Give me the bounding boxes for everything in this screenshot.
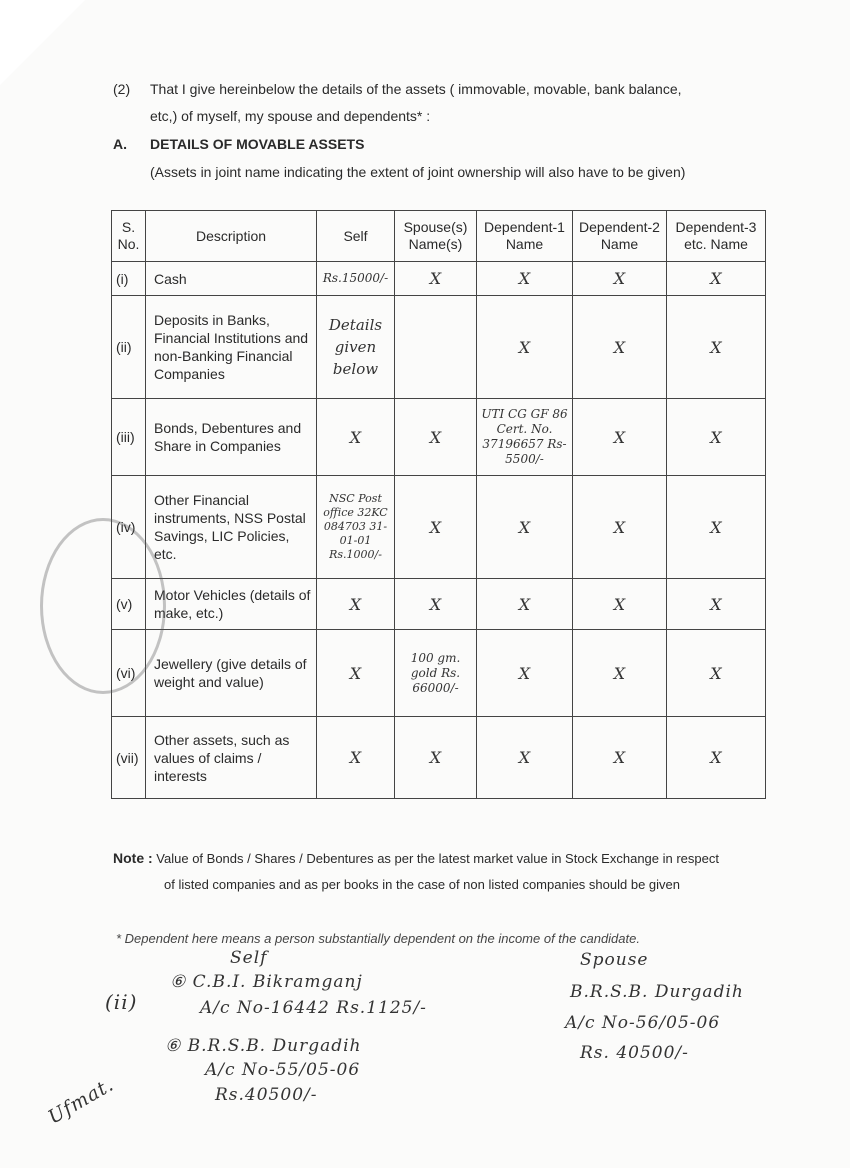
row-dep2: X bbox=[573, 296, 667, 399]
row-self: X bbox=[317, 630, 395, 717]
row-spouse: X bbox=[395, 579, 477, 630]
header-dep2: Dependent-2 Name bbox=[573, 211, 667, 262]
header-description: Description bbox=[146, 211, 317, 262]
hw-spouse-account: B.R.S.B. Durgadih bbox=[570, 982, 744, 1002]
row-sno: (v) bbox=[112, 579, 146, 630]
row-dep2: X bbox=[573, 262, 667, 296]
hw-self-account-2: ⑥ B.R.S.B. Durgadih bbox=[165, 1036, 362, 1056]
row-dep3: X bbox=[667, 262, 766, 296]
hw-spouse-amount: Rs. 40500/- bbox=[580, 1043, 689, 1063]
official-stamp bbox=[40, 518, 166, 694]
row-self: Details given below bbox=[317, 296, 395, 399]
row-dep2: X bbox=[573, 399, 667, 476]
row-self: X bbox=[317, 717, 395, 799]
header-self: Self bbox=[317, 211, 395, 262]
row-dep3: X bbox=[667, 717, 766, 799]
note-text-1: Value of Bonds / Shares / Debentures as per the latest market value in Stock Exchange in respect bbox=[156, 851, 719, 866]
hw-self-account-2-amount: Rs.40500/- bbox=[215, 1085, 318, 1105]
table-header-row bbox=[112, 211, 766, 262]
movable-assets-table bbox=[111, 210, 766, 799]
row-sno: (vi) bbox=[112, 630, 146, 717]
row-dep3: X bbox=[667, 399, 766, 476]
hw-spouse-label: Spouse bbox=[580, 950, 649, 970]
hw-self-account-1-detail: A/c No-16442 Rs.1125/- bbox=[200, 998, 427, 1018]
row-sno: (vii) bbox=[112, 717, 146, 799]
row-description: Other Financial instruments, NSS Postal Savings, LIC Policies, etc. bbox=[146, 476, 317, 579]
table-row bbox=[112, 262, 766, 296]
hw-self-account-2-detail: A/c No-55/05-06 bbox=[205, 1060, 361, 1080]
row-sno: (ii) bbox=[112, 296, 146, 399]
section-subtitle: (Assets in joint name indicating the extent of joint ownership will also have to be given) bbox=[150, 164, 686, 180]
row-sno: (iv) bbox=[112, 476, 146, 579]
row-dep1: X bbox=[477, 262, 573, 296]
row-self: X bbox=[317, 579, 395, 630]
row-description: Deposits in Banks, Financial Institutions and non-Banking Financial Companies bbox=[146, 296, 317, 399]
note-label: Note : bbox=[113, 850, 153, 866]
note-line-2: of listed companies and as per books in the case of non listed companies should be given bbox=[164, 877, 680, 892]
section-title: DETAILS OF MOVABLE ASSETS bbox=[150, 136, 365, 152]
intro-line-2: etc,) of myself, my spouse and dependents* : bbox=[150, 108, 431, 124]
row-description: Bonds, Debentures and Share in Companies bbox=[146, 399, 317, 476]
hw-spouse-account-detail: A/c No-56/05-06 bbox=[565, 1013, 721, 1033]
row-spouse: 100 gm. gold Rs. 66000/- bbox=[395, 630, 477, 717]
hw-self-label: Self bbox=[230, 948, 268, 968]
row-sno: (i) bbox=[112, 262, 146, 296]
section-letter: A. bbox=[113, 136, 127, 152]
hw-self-account-1: ⑥ C.B.I. Bikramganj bbox=[170, 972, 363, 992]
table-row bbox=[112, 296, 766, 399]
row-dep1: X bbox=[477, 476, 573, 579]
table-row bbox=[112, 630, 766, 717]
row-dep2: X bbox=[573, 476, 667, 579]
row-dep1: X bbox=[477, 630, 573, 717]
row-dep3: X bbox=[667, 296, 766, 399]
row-spouse: X bbox=[395, 717, 477, 799]
signature: Ufmat. bbox=[44, 1073, 118, 1129]
row-dep2: X bbox=[573, 717, 667, 799]
header-spouse: Spouse(s) Name(s) bbox=[395, 211, 477, 262]
row-dep3: X bbox=[667, 476, 766, 579]
note-line-1 bbox=[113, 849, 719, 868]
intro-line-1: That I give hereinbelow the details of the assets ( immovable, movable, bank balance, bbox=[150, 81, 682, 97]
row-dep2: X bbox=[573, 630, 667, 717]
table-row bbox=[112, 476, 766, 579]
row-spouse: X bbox=[395, 262, 477, 296]
dependent-footnote: * Dependent here means a person substantially dependent on the income of the candidate. bbox=[116, 931, 640, 946]
table-row bbox=[112, 579, 766, 630]
table-row bbox=[112, 399, 766, 476]
row-description: Jewellery (give details of weight and value) bbox=[146, 630, 317, 717]
header-dep1: Dependent-1 Name bbox=[477, 211, 573, 262]
row-dep1: UTI CG GF 86 Cert. No. 37196657 Rs-5500/- bbox=[477, 399, 573, 476]
row-spouse: X bbox=[395, 476, 477, 579]
row-dep3: X bbox=[667, 630, 766, 717]
row-dep2: X bbox=[573, 579, 667, 630]
row-description: Cash bbox=[146, 262, 317, 296]
row-self: X bbox=[317, 399, 395, 476]
row-description: Motor Vehicles (details of make, etc.) bbox=[146, 579, 317, 630]
row-self: Rs.15000/- bbox=[317, 262, 395, 296]
folded-corner bbox=[0, 0, 85, 85]
table-row bbox=[112, 717, 766, 799]
row-description: Other assets, such as values of claims / interests bbox=[146, 717, 317, 799]
header-sno: S. No. bbox=[112, 211, 146, 262]
row-dep1: X bbox=[477, 296, 573, 399]
row-self: NSC Post office 32KC 084703 31-01-01 Rs.1000/- bbox=[317, 476, 395, 579]
intro-number: (2) bbox=[113, 81, 131, 97]
hw-ii-label: (ii) bbox=[105, 990, 138, 1014]
row-spouse bbox=[395, 296, 477, 399]
row-dep1: X bbox=[477, 579, 573, 630]
row-spouse: X bbox=[395, 399, 477, 476]
row-dep3: X bbox=[667, 579, 766, 630]
header-dep3: Dependent-3 etc. Name bbox=[667, 211, 766, 262]
row-dep1: X bbox=[477, 717, 573, 799]
row-sno: (iii) bbox=[112, 399, 146, 476]
